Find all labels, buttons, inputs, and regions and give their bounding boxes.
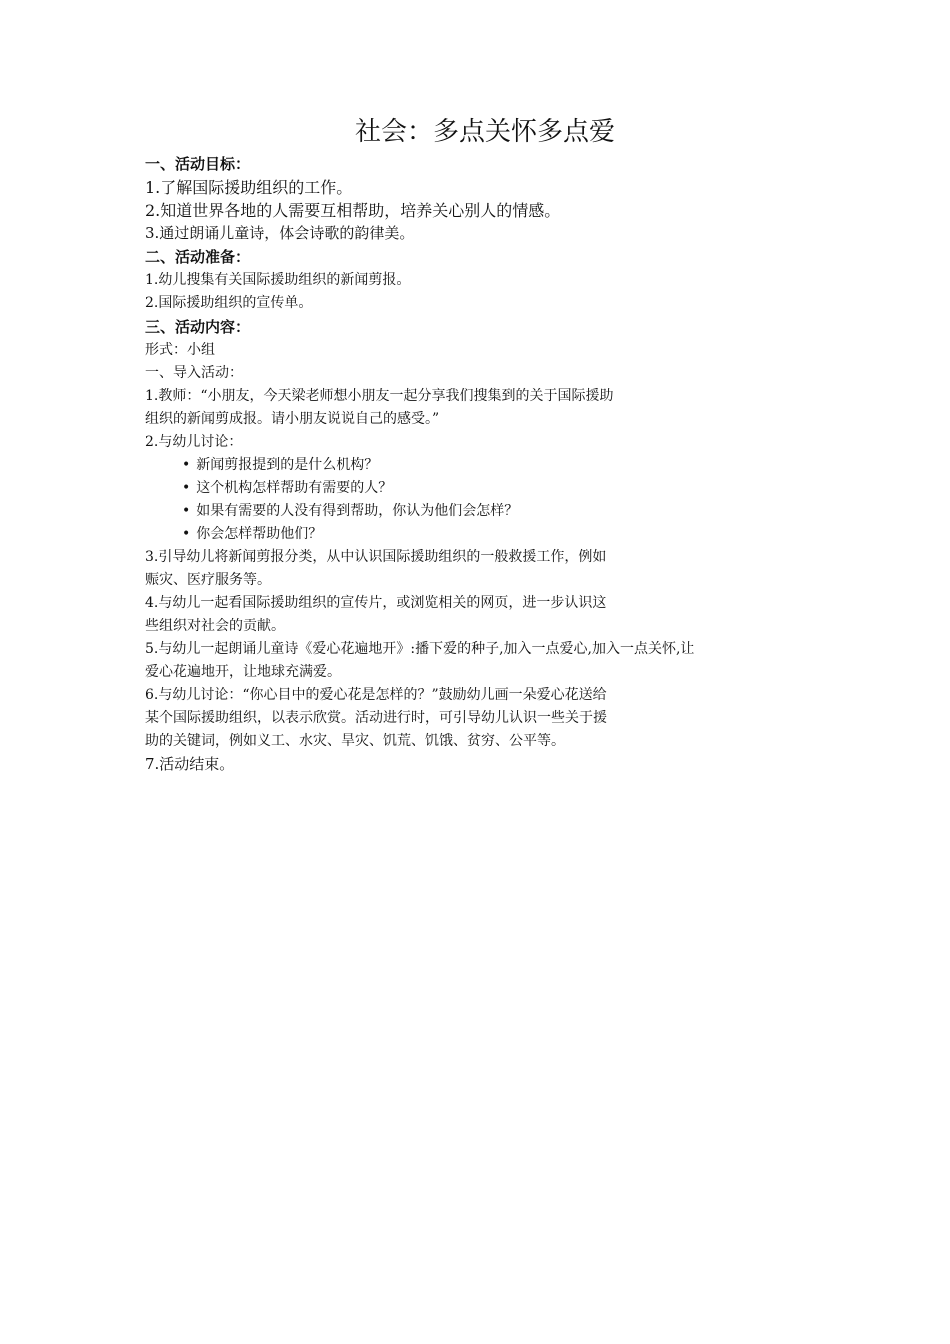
- goal-item: 3.通过朗诵儿童诗，体会诗歌的韵律美。: [145, 224, 415, 242]
- step-3-line: 3.引导幼儿将新闻剪报分类，从中认识国际援助组织的一般救援工作，例如: [145, 549, 607, 565]
- discussion-question: • 这个机构怎样帮助有需要的人？: [182, 477, 825, 500]
- step-6-line: 助的关键词，例如义工、水灾、旱灾、饥荒、饥饿、贫穷、公平等。: [145, 733, 565, 749]
- step-6-line: 6.与幼儿讨论：“你心目中的爱心花是怎样的？”鼓励幼儿画一朵爱心花送给: [145, 687, 607, 703]
- step-1-line: 组织的新闻剪成报。请小朋友说说自己的感受。”: [145, 411, 440, 427]
- intro-heading: 一、导入活动：: [145, 365, 243, 381]
- goal-item: 2.知道世界各地的人需要互相帮助，培养关心别人的情感。: [145, 201, 561, 220]
- discussion-question: • 如果有需要的人没有得到帮助，你认为他们会怎样？: [182, 500, 825, 523]
- step-6-line: 某个国际援助组织，以表示欣赏。活动进行时，可引导幼儿认识一些关于援: [145, 710, 607, 726]
- section-heading-goals: 一、活动目标：: [145, 155, 251, 173]
- step-5-line: 爱心花遍地开，让地球充满爱。: [145, 664, 341, 680]
- step-1-line: 1.教师：“小朋友，今天梁老师想小朋友一起分享我们搜集到的关于国际援助: [145, 388, 614, 404]
- prep-item: 1.幼儿搜集有关国际援助组织的新闻剪报。: [145, 272, 411, 288]
- document-title: 社会：多点关怀多点爱: [354, 117, 615, 147]
- goal-item: 1.了解国际援助组织的工作。: [145, 178, 353, 197]
- section-heading-content: 三、活动内容：: [145, 318, 251, 336]
- discussion-question: • 新闻剪报提到的是什么机构？: [182, 454, 825, 477]
- step-5-line: 5.与幼儿一起朗诵儿童诗《爱心花遍地开》:播下爱的种子,加入一点爱心,加入一点关怀,让: [145, 641, 695, 657]
- step-2: 2.与幼儿讨论：: [145, 434, 243, 450]
- step-7: 7.活动结束。: [145, 755, 235, 773]
- discussion-question: • 你会怎样帮助他们？: [182, 523, 825, 546]
- document-body: [145, 112, 825, 776]
- step-3-line: 赈灾、医疗服务等。: [145, 572, 271, 588]
- discussion-questions: [145, 454, 825, 546]
- step-4-line: 些组织对社会的贡献。: [145, 618, 285, 634]
- section-heading-prep: 二、活动准备：: [145, 248, 251, 266]
- prep-item: 2.国际援助组织的宣传单。: [145, 295, 313, 311]
- activity-form: 形式：小组: [145, 342, 215, 358]
- step-4-line: 4.与幼儿一起看国际援助组织的宣传片，或浏览相关的网页，进一步认识这: [145, 595, 607, 611]
